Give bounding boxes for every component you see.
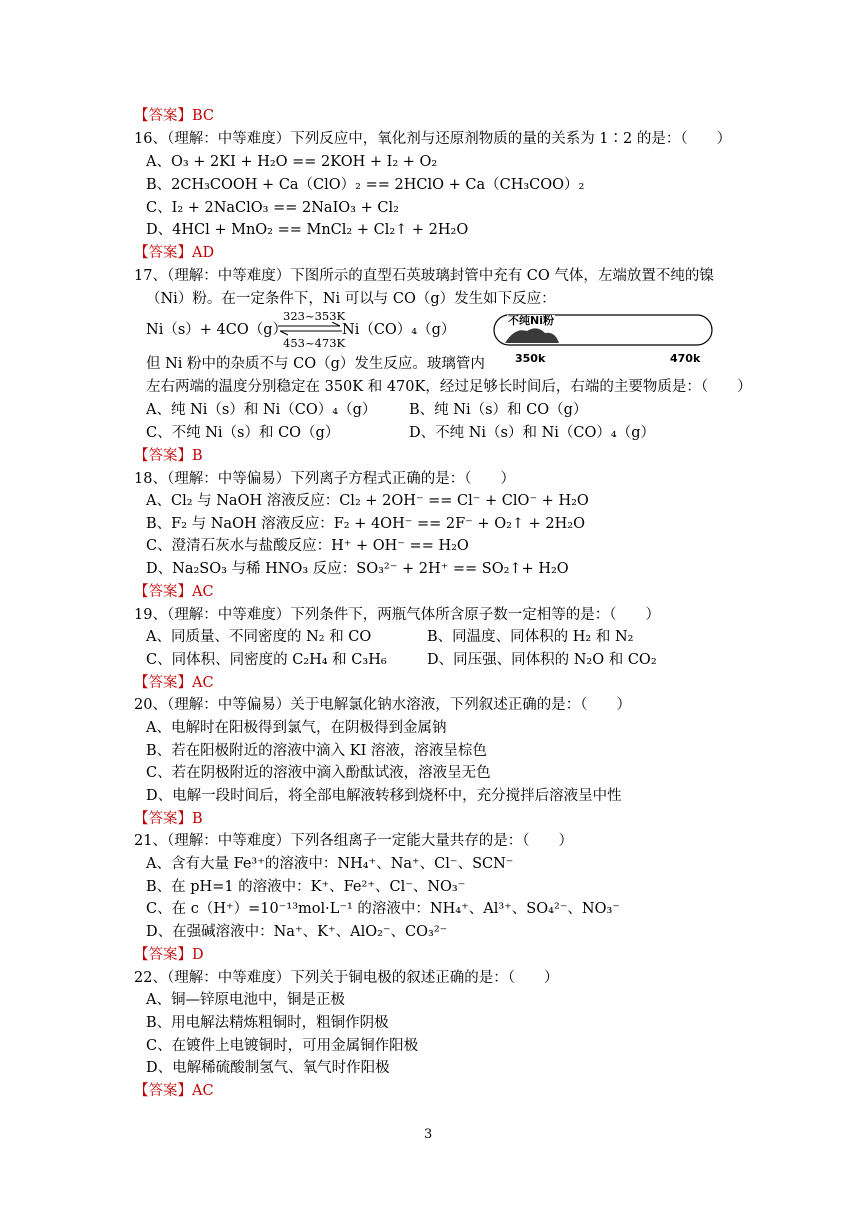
- answer-line: [134, 243, 214, 263]
- tube-label: 不纯Ni粉: [508, 314, 554, 327]
- question-20-option-a: A、电解时在阳极得到氯气，在阴极得到金属钠: [146, 720, 447, 736]
- question-17-option-b: B、纯 Ni（s）和 CO（g）: [409, 402, 588, 418]
- question-20-option-c: C、若在阴极附近的溶液中滴入酚酞试液，溶液呈无色: [146, 765, 491, 781]
- question-18-option-c: C、澄清石灰水与盐酸反应：H⁺ + OH⁻ == H₂O: [146, 538, 469, 554]
- question-17-stem-2: （Ni）粉。在一定条件下，Ni 可以与 CO（g）发生如下反应：: [146, 291, 556, 307]
- answer-line: [134, 446, 203, 466]
- question-16-option-d: D、4HCl + MnO₂ == MnCl₂ + Cl₂↑ + 2H₂O: [146, 222, 469, 238]
- question-17-equation-left: Ni（s）+ 4CO（g）: [146, 322, 288, 338]
- reaction-condition-reverse: 453~473K: [283, 336, 346, 350]
- answer-tag: 【答案】: [134, 947, 192, 963]
- question-22-option-a: A、铜—锌原电池中，铜是正极: [146, 992, 345, 1008]
- question-20-option-b: B、若在阳极附近的溶液中滴入 KI 溶液，溶液呈棕色: [146, 743, 487, 759]
- tube-right-temperature: 470k: [670, 352, 701, 365]
- question-19-option-b: B、同温度、同体积的 H₂ 和 N₂: [427, 629, 634, 645]
- question-17-stem-4: 左右两端的温度分别稳定在 350K 和 470K，经过足够长时间后，右端的主要物质是：（ ）: [146, 379, 752, 395]
- answer-tag: 【答案】: [134, 811, 192, 827]
- answer-tag: 【答案】: [134, 675, 192, 691]
- answer-line: [134, 809, 203, 829]
- tube-left-temperature: 350k: [515, 352, 546, 365]
- question-22-option-d: D、电解稀硫酸制氢气、氧气时作阳极: [146, 1060, 390, 1076]
- question-18-option-a: A、Cl₂ 与 NaOH 溶液反应：Cl₂ + 2OH⁻ == Cl⁻ + ClO⁻ + H₂O: [146, 493, 589, 509]
- answer-value: AC: [192, 675, 214, 691]
- answer-tag: 【答案】: [134, 584, 192, 600]
- question-17-stem-3: 但 Ni 粉中的杂质不与 CO（g）发生反应。玻璃管内: [146, 356, 485, 372]
- answer-tag: 【答案】: [134, 108, 192, 124]
- answer-tag: 【答案】: [134, 448, 192, 464]
- answer-value: AC: [192, 584, 214, 600]
- question-17-equation-right: Ni（CO）₄（g）: [342, 322, 456, 338]
- question-22-option-c: C、在镀件上电镀铜时，可用金属铜作阳极: [146, 1038, 419, 1054]
- question-16-option-b: B、2CH₃COOH + Ca（ClO）₂ == 2HClO + Ca（CH₃COO）₂: [146, 177, 585, 193]
- question-19-stem: 19、（理解：中等难度）下列条件下，两瓶气体所含原子数一定相等的是：（ ）: [134, 607, 660, 623]
- answer-value: BC: [192, 108, 215, 124]
- question-17-option-a: A、纯 Ni（s）和 Ni（CO）₄（g）: [146, 402, 377, 418]
- question-21-stem: 21、（理解：中等难度）下列各组离子一定能大量共存的是：（ ）: [134, 833, 573, 849]
- answer-line: [134, 945, 204, 965]
- question-20-stem: 20、（理解：中等偏易）关于电解氯化钠水溶液，下列叙述正确的是：（ ）: [134, 697, 631, 713]
- answer-line: [134, 1081, 214, 1101]
- answer-value: B: [192, 811, 203, 827]
- question-21-option-a: A、含有大量 Fe³⁺的溶液中：NH₄⁺、Na⁺、Cl⁻、SCN⁻: [146, 856, 514, 872]
- question-21-option-d: D、在强碱溶液中：Na⁺、K⁺、AlO₂⁻、CO₃²⁻: [146, 924, 448, 940]
- question-18-option-d: D、Na₂SO₃ 与稀 HNO₃ 反应：SO₃²⁻ + 2H⁺ == SO₂↑+ H₂O: [146, 561, 569, 577]
- question-19-option-d: D、同压强、同体积的 N₂O 和 CO₂: [427, 652, 657, 668]
- answer-tag: 【答案】: [134, 245, 192, 261]
- answer-line: [134, 582, 214, 602]
- answer-value: AD: [192, 245, 215, 261]
- reaction-condition-forward: 323~353K: [283, 309, 346, 323]
- question-22-option-b: B、用电解法精炼粗铜时，粗铜作阴极: [146, 1015, 389, 1031]
- question-20-option-d: D、电解一段时间后，将全部电解液转移到烧杯中，充分搅拌后溶液呈中性: [146, 788, 622, 804]
- answer-tag: 【答案】: [134, 1083, 192, 1099]
- question-18-stem: 18、（理解：中等偏易）下列离子方程式正确的是：（ ）: [134, 471, 515, 487]
- question-16-option-a: A、O₃ + 2KI + H₂O == 2KOH + I₂ + O₂: [146, 154, 438, 170]
- page-number: 3: [424, 1127, 433, 1142]
- answer-value: D: [192, 947, 204, 963]
- question-22-stem: 22、（理解：中等难度）下列关于铜电极的叙述正确的是：（ ）: [134, 970, 559, 986]
- question-17-option-c: C、不纯 Ni（s）和 CO（g）: [146, 425, 340, 441]
- question-21-option-b: B、在 pH=1 的溶液中：K⁺、Fe²⁺、Cl⁻、NO₃⁻: [146, 879, 466, 895]
- question-21-option-c: C、在 c（H⁺）=10⁻¹³mol·L⁻¹ 的溶液中：NH₄⁺、Al³⁺、SO₄²⁻、NO₃⁻: [146, 901, 620, 917]
- answer-value: AC: [192, 1083, 214, 1099]
- question-19-option-a: A、同质量、不同密度的 N₂ 和 CO: [146, 629, 372, 645]
- answer-value: B: [192, 448, 203, 464]
- equilibrium-arrow-icon: [276, 322, 344, 336]
- answer-line: [134, 106, 214, 126]
- question-19-option-c: C、同体积、同密度的 C₂H₄ 和 C₃H₆: [146, 652, 387, 668]
- question-17-option-d: D、不纯 Ni（s）和 Ni（CO）₄（g）: [409, 425, 656, 441]
- question-16-stem: 16、（理解：中等难度）下列反应中，氧化剂与还原剂物质的量的关系为 1∶2 的是：（ ）: [134, 131, 732, 147]
- question-18-option-b: B、F₂ 与 NaOH 溶液反应：F₂ + 4OH⁻ == 2F⁻ + O₂↑ + 2H₂O: [146, 516, 585, 532]
- question-17-stem: 17、（理解：中等难度）下图所示的直型石英玻璃封管中充有 CO 气体，左端放置不纯的镍: [134, 268, 714, 284]
- answer-line: [134, 673, 214, 693]
- question-16-option-c: C、I₂ + 2NaClO₃ == 2NaIO₃ + Cl₂: [146, 200, 399, 216]
